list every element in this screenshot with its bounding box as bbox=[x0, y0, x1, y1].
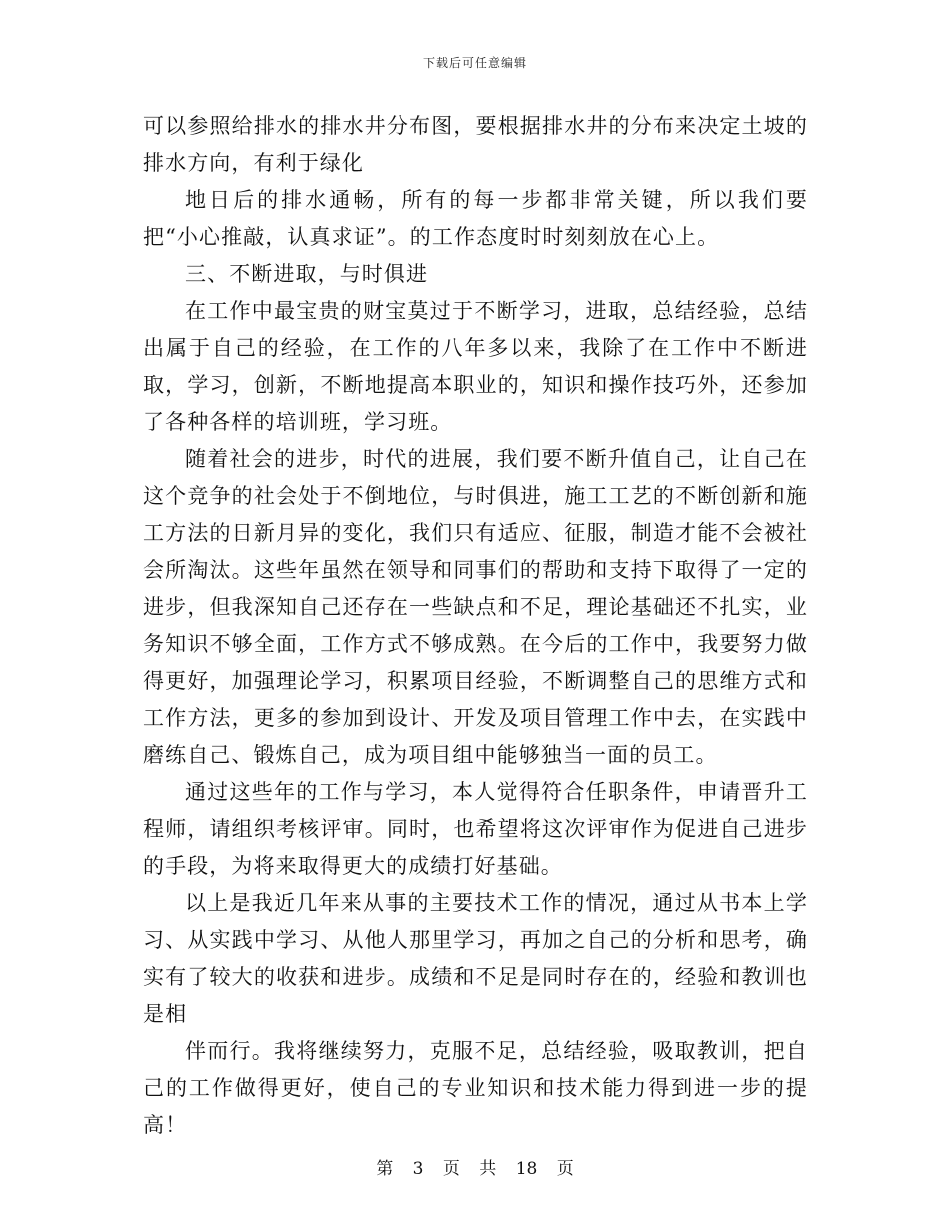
paragraph-1: 可以参照给排水的排水井分布图，要根据排水井的分布来决定土坡的排水方向，有利于绿化 bbox=[143, 114, 808, 175]
footer-label-total-unit: 页 bbox=[556, 1159, 574, 1179]
document-body bbox=[143, 108, 808, 1144]
page-header: 下载后可任意编辑 bbox=[422, 56, 527, 70]
footer-label-page-unit: 页 bbox=[442, 1159, 460, 1179]
paragraph-2: 地日后的排水通畅，所有的每一步都非常关键，所以我们要把“小心推敲，认真求证”。的工作态度时时刻刻放在心上。 bbox=[143, 188, 808, 249]
paragraph-4: 在工作中最宝贵的财宝莫过于不断学习，进取，总结经验，总结出属于自己的经验，在工作的八年多以来，我除了在工作中不断进取，学习，创新，不断地提高本职业的，知识和操作技巧外，还参加了各种各样的培训班，学习班。 bbox=[143, 299, 808, 434]
footer-current-page: 3 bbox=[412, 1159, 424, 1179]
paragraph-8: 伴而行。我将继续努力，克服不足，总结经验，吸取教训，把自己的工作做得更好，使自己的专业知识和技术能力得到进一步的提高！ bbox=[143, 1039, 808, 1137]
section-heading-3: 三、不断进取，与时俱进 bbox=[185, 262, 429, 286]
page-footer bbox=[0, 1154, 950, 1179]
paragraph-7: 以上是我近几年来从事的主要技术工作的情况，通过从书本上学习、从实践中学习、从他人那里学习，再加之自己的分析和思考，确实有了较大的收获和进步。成绩和不足是同时存在的，经验和教训也是相 bbox=[143, 891, 808, 1026]
paragraph-5: 随着社会的进步，时代的进展，我们要不断升值自己，让自己在这个竞争的社会处于不倒地位，与时俱进，施工工艺的不断创新和施工方法的日新月异的变化，我们只有适应、征服，制造才能不会被社会所淘汰。这些年虽然在领导和同事们的帮助和支持下取得了一定的进步，但我深知自己还存在一些缺点和不足，理论基础还不扎实，业务知识不够全面，工作方式不够成熟。在今后的工作中，我要努力做得更好，加强理论学习，积累项目经验，不断调整自己的思维方式和工作方法，更多的参加到设计、开发及项目管理工作中去，在实践中磨练自己、锻炼自己，成为项目组中能够独当一面的员工。 bbox=[143, 447, 808, 767]
footer-label-page: 第 bbox=[376, 1159, 394, 1179]
footer-total-pages: 18 bbox=[515, 1159, 538, 1179]
footer-label-total: 共 bbox=[479, 1159, 497, 1179]
paragraph-6: 通过这些年的工作与学习，本人觉得符合任职条件，申请晋升工程师，请组织考核评审。同时，也希望将这次评审作为促进自己进步的手段，为将来取得更大的成绩打好基础。 bbox=[143, 780, 808, 878]
